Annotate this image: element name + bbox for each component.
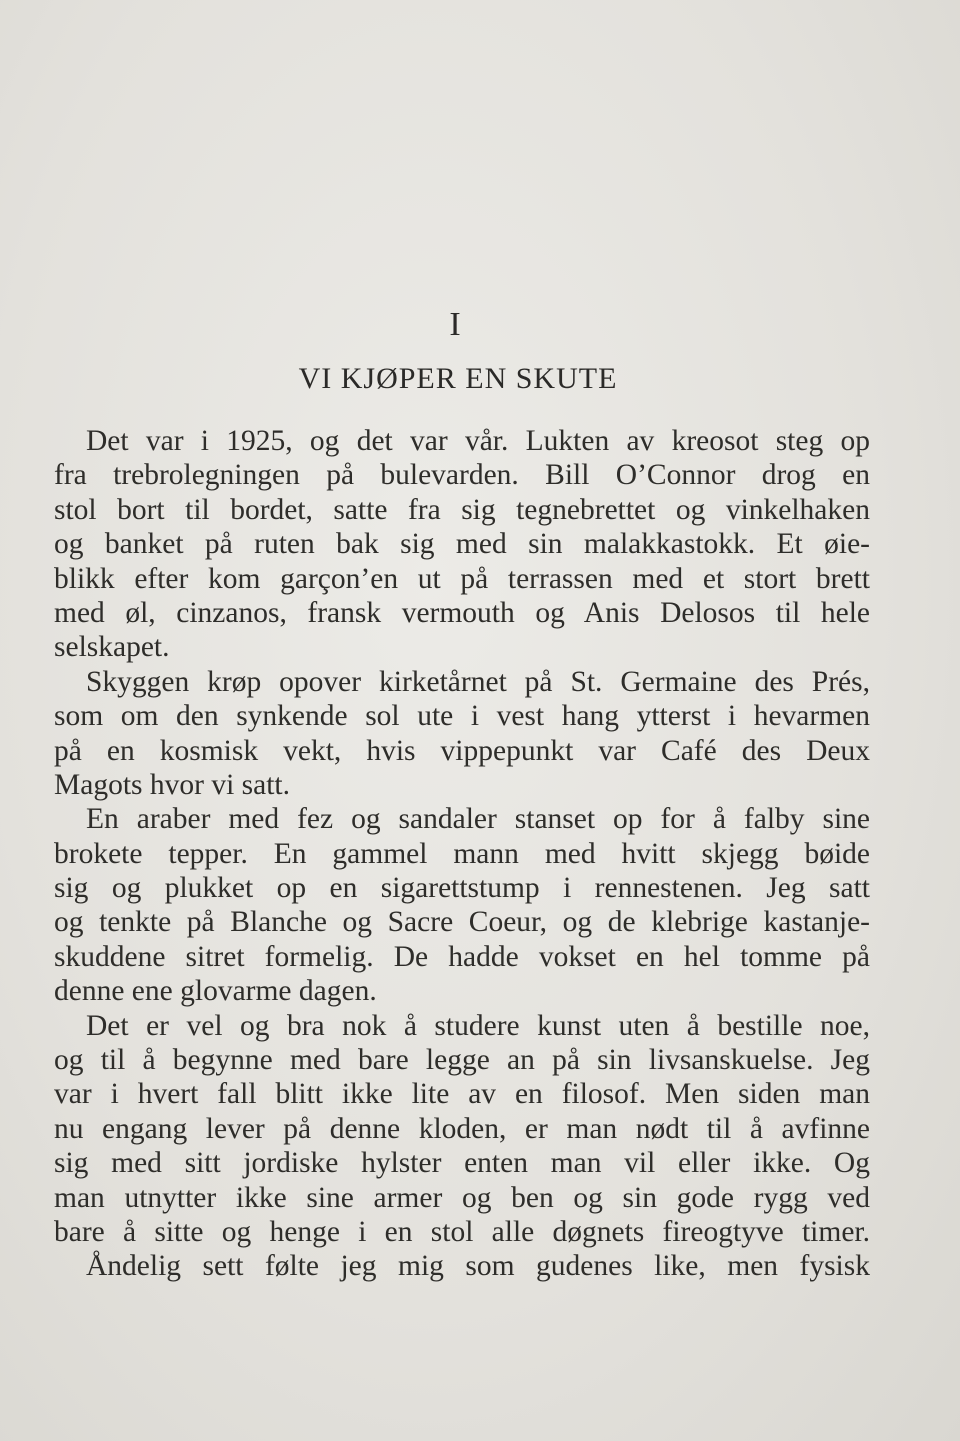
- text-line: Det er vel og bra nok å studere kunst uten å bestille noe,: [86, 1009, 870, 1042]
- text-line: brokete tepper. En gammel mann med hvitt skjegg bøide: [54, 837, 870, 870]
- text-line: sig og plukket op en sigarettstump i rennestenen. Jeg satt: [54, 872, 870, 905]
- chapter-title: VI KJØPER EN SKUTE: [298, 362, 618, 395]
- text-line: blikk efter kom garçon’en ut på terrassen med et stort brett: [54, 562, 870, 595]
- text-line: stol bort til bordet, satte fra sig tegnebrettet og vinkelhaken: [54, 493, 870, 526]
- text-line: Skyggen krøp opover kirketårnet på St. Germaine des Prés,: [86, 665, 870, 698]
- text-line: En araber med fez og sandaler stanset op for å falby sine: [86, 803, 870, 836]
- text-line: skuddene sitret formelig. De hadde vokset en hel tomme på: [54, 940, 870, 973]
- text-line: med øl, cinzanos, fransk vermouth og Anis Delosos til hele: [54, 596, 870, 629]
- text-line: på en kosmisk vekt, hvis vippepunkt var Café des Deux: [54, 734, 870, 767]
- text-line: man utnytter ikke sine armer og ben og sin gode rygg ved: [54, 1181, 870, 1214]
- text-line: Magots hvor vi satt.: [54, 768, 290, 801]
- chapter-number: I: [449, 306, 461, 343]
- text-line: selskapet.: [54, 631, 170, 664]
- text-line: var i hvert fall blitt ikke lite av en filosof. Men siden man: [54, 1078, 870, 1111]
- text-line: Det var i 1925, og det var vår. Lukten av kreosot steg op: [86, 425, 870, 457]
- text-line: sig med sitt jordiske hylster enten man vil eller ikke. Og: [54, 1147, 870, 1180]
- text-line: fra trebrolegningen på bulevarden. Bill O’Connor drog en: [54, 459, 870, 492]
- text-line: denne ene glovarme dagen.: [54, 975, 377, 1008]
- text-line: som om den synkende sol ute i vest hang ytterst i hevarmen: [54, 700, 870, 733]
- text-line: og banket på ruten bak sig med sin malakkastokk. Et øie-: [54, 528, 870, 561]
- text-line: nu engang lever på denne kloden, er man nødt til å avfinne: [54, 1112, 870, 1145]
- text-line: og til å begynne med bare legge an på sin livsanskuelse. Jeg: [54, 1044, 870, 1077]
- chapter-text: [54, 424, 870, 1284]
- text-line: og tenkte på Blanche og Sacre Coeur, og de klebrige kastanje-: [54, 906, 870, 939]
- text-line: bare å sitte og henge i en stol alle døgnets fireogtyve timer.: [54, 1215, 870, 1248]
- text-line: Åndelig sett følte jeg mig som gudenes like, men fysisk: [86, 1250, 870, 1283]
